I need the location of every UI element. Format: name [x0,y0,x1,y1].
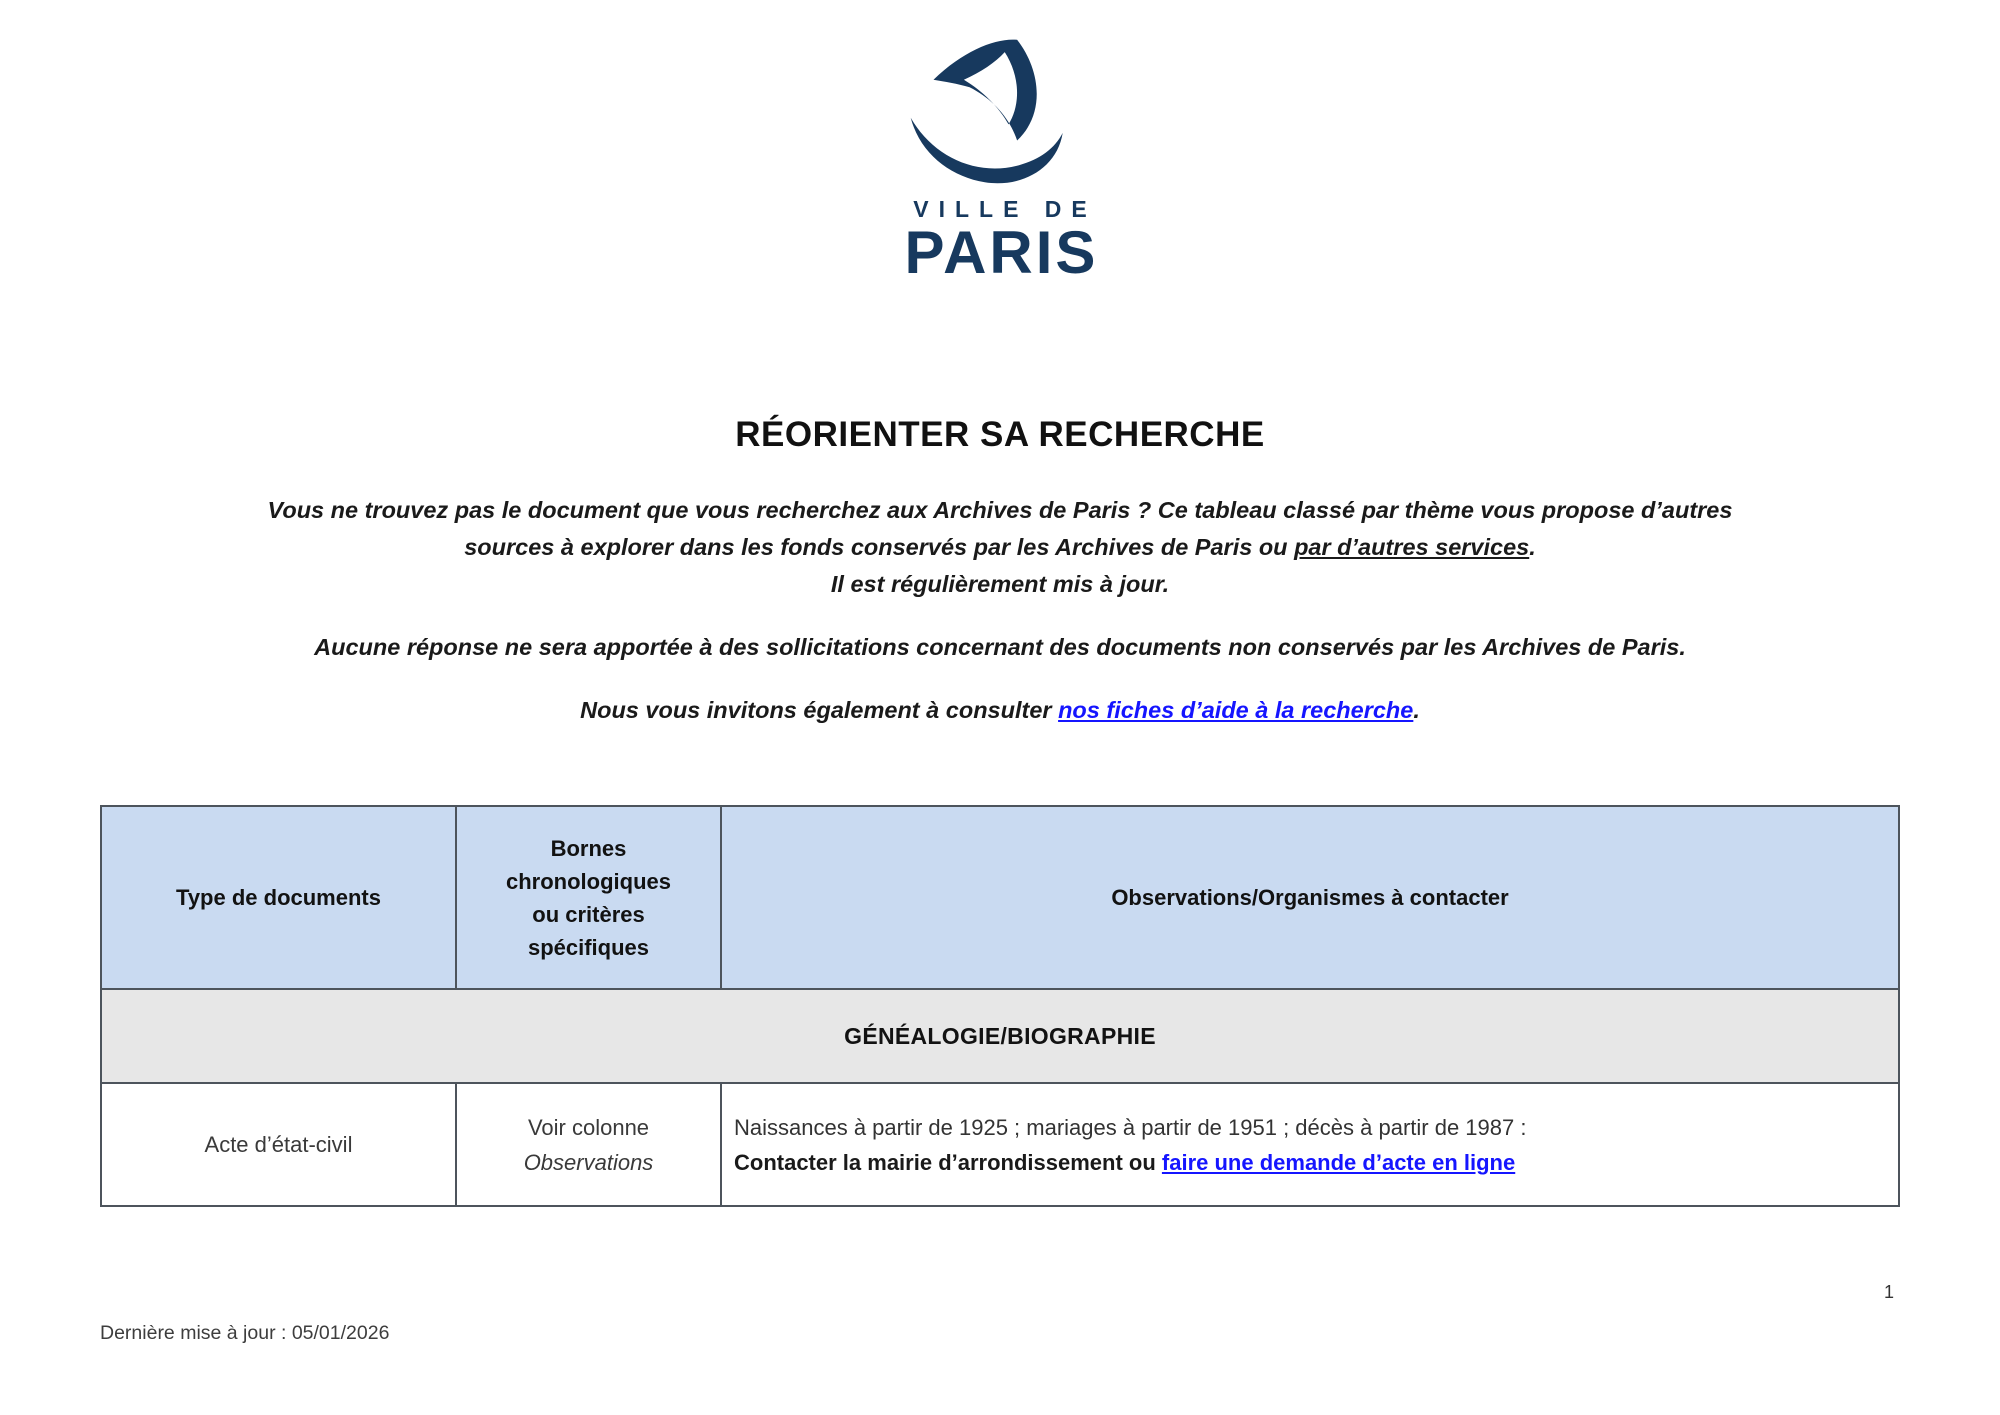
intro-p3-end: . [1413,697,1420,723]
logo-wordmark-paris: PARIS [904,219,1099,286]
intro-paragraph-3 [80,692,1920,729]
reorientation-table [100,805,1900,1207]
intro-text [80,492,1920,755]
last-update-text: Dernière mise à jour : 05/01/2026 [100,1322,390,1344]
fiches-aide-recherche-link[interactable]: nos fiches d’aide à la recherche [1058,697,1414,723]
intro-p1-line2-start: sources à explorer dans les fonds conservés par les Archives de Paris ou [464,534,1295,560]
page-number: 1 [1884,1282,1895,1302]
section-title: GÉNÉALOGIE/BIOGRAPHIE [101,989,1899,1083]
demande-acte-en-ligne-link[interactable]: faire une demande d’acte en ligne [1161,1149,1516,1175]
logo-wordmark-ville-de: VILLE DE [913,196,1097,222]
column-header-bornes-chronologiques: Bornes chronologiques ou critères spécifiques [456,806,721,989]
intro-p1-line2-end: . [1529,534,1536,560]
table-row-acte-etat-civil [101,1083,1899,1206]
autres-services-link[interactable]: par d’autres services [1294,534,1530,560]
cell-observations [721,1083,1899,1206]
obs-dates-line: Naissances à partir de 1925 ; mariages à partir de 1951 ; décès à partir de 1987 : [734,1114,1527,1140]
ville-de-paris-logo [0,36,2000,286]
cell-type-de-document: Acte d’état-civil [101,1083,456,1206]
intro-p1-line3: Il est régulièrement mis à jour. [830,571,1170,597]
obs-contact-text: Contacter la mairie d’arrondissement ou [734,1149,1162,1175]
paris-sailboat-icon [900,36,1100,188]
page-title: RÉORIENTER SA RECHERCHE [735,415,1265,454]
intro-p1-line1: Vous ne trouvez pas le document que vous recherchez aux Archives de Paris ? Ce tableau classé par thème vous propose d’autres [267,497,1733,523]
column-header-observations: Observations/Organismes à contacter [721,806,1899,989]
section-row-genealogie [101,989,1899,1083]
intro-paragraph-1 [80,492,1920,603]
table-header-row [101,806,1899,989]
column-header-type-de-documents: Type de documents [101,806,456,989]
intro-paragraph-2: Aucune réponse ne sera apportée à des sollicitations concernant des documents non conservés par les Archives de Paris. [314,634,1686,660]
intro-p3-start: Nous vous invitons également à consulter [580,697,1059,723]
cell-bornes: Voir colonne Observations [456,1083,721,1206]
